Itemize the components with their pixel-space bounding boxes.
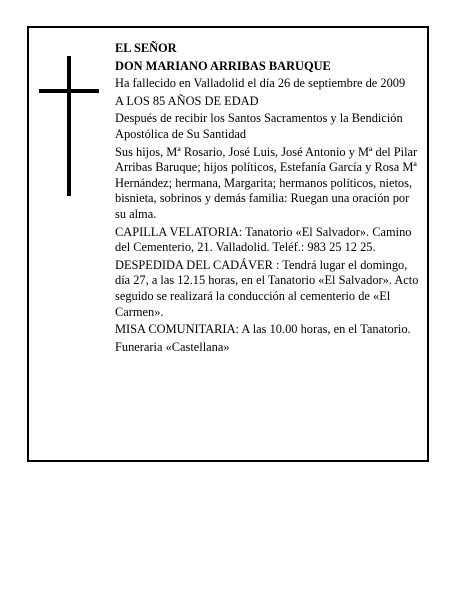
obituary-notice	[27, 26, 429, 462]
sacraments-line: Después de recibir los Santos Sacramentos y la Bendición Apostólica de Su Santidad	[115, 111, 403, 141]
family-paragraph: Sus hijos, Mª Rosario, José Luis, José Antonio y Mª del Pilar Arribas Baruque; hijos políticos, Estefanía García y Rosa Mª Hernández; hermana, Margarita; hermanos políticos, nietos, bisnieta, sobrinos y demás familia: Ruegan una oración por su alma.	[115, 144, 418, 221]
deceased-name: DON MARIANO ARRIBAS BARUQUE	[115, 58, 331, 73]
cross-horizontal-bar	[39, 89, 99, 93]
mass-info: MISA COMUNITARIA: A las 10.00 horas, en el Tanatorio.	[115, 322, 411, 337]
farewell-info: DESPEDIDA DEL CADÁVER : Tendrá lugar el domingo, día 27, a las 12.15 horas, en el Tanatorio «El Salvador». Acto seguido se realizará la conducción al cementerio de «El Carmen».	[115, 257, 419, 319]
funeral-home: Funeraria «Castellana»	[115, 339, 230, 354]
cross-vertical-bar	[67, 56, 71, 196]
notice-title: EL SEÑOR	[115, 41, 177, 55]
chapel-info: CAPILLA VELATORIA: Tanatorio «El Salvador». Camino del Cementerio, 21. Valladolid. Teléf.: 983 25 12 25.	[115, 224, 412, 255]
death-info: Ha fallecido en Valladolid el día 26 de septiembre de 2009	[115, 76, 406, 91]
notice-text	[115, 41, 420, 357]
age-line: A LOS 85 AÑOS DE EDAD	[115, 93, 259, 108]
